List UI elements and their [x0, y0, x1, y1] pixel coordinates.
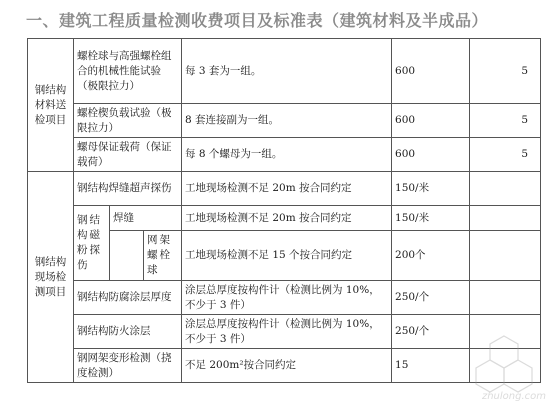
table-row: [28, 281, 541, 315]
unit-cell: 5: [470, 104, 541, 138]
desc-cell: 工地现场检测不足 20m 按合同约定: [182, 206, 392, 231]
item-cell: 螺栓球与高强螺栓组合的机械性能试验（极限拉力）: [74, 39, 182, 104]
price-cell: 200个: [392, 231, 470, 281]
price-cell: 250/个: [392, 281, 470, 315]
item-cell: 钢结构磁粉探伤: [74, 206, 110, 281]
watermark-text: zhulong.com: [481, 391, 546, 402]
desc-cell: 工地现场检测不足 20m 按合同约定: [182, 172, 392, 206]
desc-cell: 每 3 套为一组。: [182, 39, 392, 104]
price-cell: 150/米: [392, 206, 470, 231]
table-row: [28, 138, 541, 172]
watermark: [460, 332, 548, 402]
desc-cell: 涂层总厚度按构件计（检测比例为 10%，不少于 3 件）: [182, 315, 392, 349]
price-cell: 150/米: [392, 172, 470, 206]
price-cell: 600: [392, 104, 470, 138]
desc-cell: 8 套连接副为一组。: [182, 104, 392, 138]
table-row: [28, 172, 541, 206]
price-cell: 15: [392, 349, 470, 383]
desc-cell: 每 8 个螺母为一组。: [182, 138, 392, 172]
price-cell: 600: [392, 138, 470, 172]
group-cell-material: 钢结构材料送检项目: [28, 39, 74, 172]
table-row: [28, 206, 541, 231]
page-title: 一、建筑工程质量检测收费项目及标准表（建筑材料及半成品）: [26, 11, 489, 30]
unit-cell: [470, 206, 541, 231]
unit-cell: [470, 231, 541, 281]
unit-cell: 5: [470, 138, 541, 172]
price-cell: 600: [392, 39, 470, 104]
group-cell-site: 钢结构现场检测项目: [28, 172, 74, 383]
desc-cell: 工地现场检测不足 15 个按合同约定: [182, 231, 392, 281]
item-cell: 钢结构防火涂层: [74, 315, 182, 349]
item-cell: 螺母保证载荷（保证载荷）: [74, 138, 182, 172]
unit-cell: [470, 281, 541, 315]
table-row: [28, 39, 541, 104]
item-cell: 钢结构防腐涂层厚度: [74, 281, 182, 315]
item-cell: 螺栓楔负载试验（极限拉力）: [74, 104, 182, 138]
unit-cell: [470, 172, 541, 206]
spacer-cell: [110, 231, 144, 281]
sub-item-cell: 网架螺栓球: [144, 231, 182, 281]
table-row: [28, 104, 541, 138]
unit-cell: 5: [470, 39, 541, 104]
item-cell: 钢结构焊缝超声探伤: [74, 172, 182, 206]
item-cell: 钢网架变形检测（挠度检测）: [74, 349, 182, 383]
desc-cell: 涂层总厚度按构件计（检测比例为 10%，不少于 3 件）: [182, 281, 392, 315]
sub-item-cell: 焊缝: [110, 206, 182, 231]
price-cell: 250/个: [392, 315, 470, 349]
desc-cell: 不足 200m²按合同约定: [182, 349, 392, 383]
